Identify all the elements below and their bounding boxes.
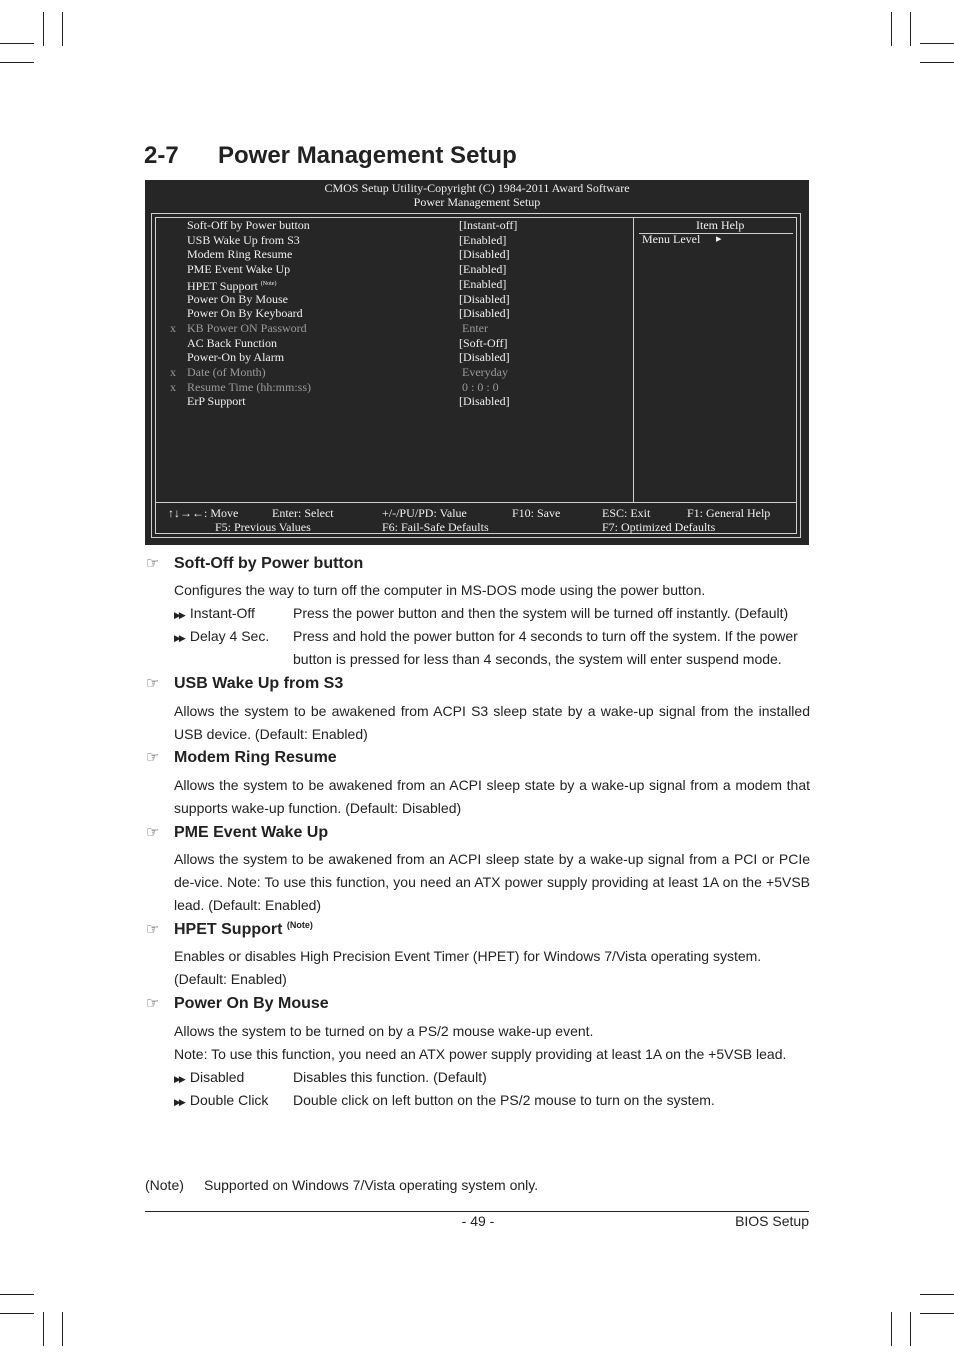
key-optimized-defaults: F7: Optimized Defaults (602, 520, 716, 534)
bios-item-label: Resume Time (hh:mm:ss) (187, 380, 312, 394)
pointing-hand-icon: ☞ (146, 555, 160, 572)
bios-item-value[interactable]: [Disabled] (459, 247, 510, 261)
bios-item-label: Date (of Month) (187, 365, 266, 379)
bios-item-label: PME Event Wake Up (187, 262, 291, 276)
menu-level-arrow-icon: ▸ (716, 233, 722, 245)
item-help-title: Item Help (696, 218, 745, 232)
option-name: ▶▶ Double Click (174, 1092, 269, 1108)
note-marker: (Note) (260, 281, 277, 287)
crop-mark (891, 1312, 892, 1346)
pointing-hand-icon: ☞ (146, 921, 160, 938)
bios-header-copyright: CMOS Setup Utility-Copyright (C) 1984-2011 Award Software (324, 181, 630, 195)
crop-mark (920, 43, 954, 44)
section-title-text: Power Management Setup (218, 142, 517, 169)
bios-inner-frame (155, 217, 797, 534)
option-description: Press and hold the power button for 4 seconds to turn off the system. If the power button is pressed for less than 4 seconds, the system will enter suspend mode. (293, 628, 798, 667)
item-heading-power-on-mouse: ☞ Power On By Mouse (146, 995, 329, 1012)
disabled-mark: x (170, 321, 176, 335)
section-number: 2-7 (144, 142, 179, 169)
item-heading-hpet: ☞ HPET Support $^{(Note)}$ (146, 920, 313, 938)
footnote (145, 1177, 538, 1193)
bios-divider (633, 218, 634, 502)
crop-mark (0, 43, 34, 44)
key-move: ↑↓→←: Move (168, 506, 239, 520)
pointing-hand-icon: ☞ (146, 749, 160, 766)
double-arrow-icon: ▶▶ (174, 633, 184, 643)
item-heading-modem-ring: ☞ Modem Ring Resume (146, 749, 337, 766)
item-description: Enables or disables High Precision Event Timer (HPET) for Windows 7/Vista operating system. (Default: Enabled) (174, 948, 762, 987)
crop-mark (62, 12, 63, 46)
bios-item-value[interactable]: [Enabled] (459, 277, 507, 291)
pointing-hand-icon: ☞ (146, 995, 160, 1012)
key-save: F10: Save (512, 506, 561, 520)
crop-mark (43, 12, 44, 46)
page-title (144, 142, 517, 170)
bios-item-label: KB Power ON Password (187, 321, 307, 335)
key-previous-values: F5: Previous Values (215, 520, 311, 534)
crop-mark (0, 1313, 34, 1314)
bios-header-title: Power Management Setup (413, 195, 541, 209)
bios-item-value: 0 : 0 : 0 (462, 380, 499, 394)
crop-mark (891, 12, 892, 46)
option-description: Double click on left button on the PS/2 mouse to turn on the system. (293, 1092, 715, 1108)
key-select: Enter: Select (272, 506, 334, 520)
bios-divider (156, 502, 796, 503)
bios-item-label: AC Back Function (187, 336, 277, 350)
option-name: ▶▶ Disabled (174, 1069, 245, 1085)
key-failsafe-defaults: F6: Fail-Safe Defaults (382, 520, 489, 534)
double-arrow-icon: ▶▶ (174, 610, 184, 620)
crop-mark (920, 1313, 954, 1314)
crop-mark (62, 1312, 63, 1346)
option-name: ▶▶ Delay 4 Sec. (174, 628, 270, 644)
chapter-name: BIOS Setup (735, 1213, 809, 1229)
double-arrow-icon: ▶▶ (174, 1074, 184, 1084)
disabled-mark: x (170, 380, 176, 394)
item-description: Allows the system to be awakened from an ACPI sleep state by a wake-up signal from a PCI or PCIe de-vice. Note: To use this function, you need an ATX power supply providing at least 1A on the +5VSB lead. (Default: Enabled) (174, 851, 810, 913)
bios-item-label: ErP Support (187, 394, 246, 408)
option-description: Disables this function. (Default) (293, 1069, 487, 1085)
item-description: Allows the system to be awakened from an ACPI sleep state by a wake-up signal from a modem that supports wake-up function. (Default: Disabled) (174, 777, 810, 816)
pointing-hand-icon: ☞ (146, 824, 160, 841)
item-description: Allows the system to be turned on by a PS/2 mouse wake-up event. Note: To use this function, you need an ATX power supply providing at least 1A on the +5VSB lead. (174, 1023, 787, 1062)
bios-item-label: Power On By Keyboard (187, 306, 303, 320)
crop-mark (0, 62, 34, 63)
double-arrow-icon: ▶▶ (174, 1097, 184, 1107)
bios-item-label: Power-On by Alarm (187, 350, 285, 364)
bios-frame (151, 213, 801, 538)
bios-item-label: USB Wake Up from S3 (187, 233, 300, 247)
note-marker: (Note) (286, 920, 313, 930)
key-value: +/-/PU/PD: Value (382, 506, 467, 520)
crop-mark (920, 1294, 954, 1295)
item-description: Allows the system to be awakened from ACPI S3 sleep state by a wake-up signal from the installed USB device. (Default: Enabled) (174, 703, 810, 742)
bios-item-value[interactable]: [Enabled] (459, 233, 507, 247)
crop-mark (910, 12, 911, 46)
bios-item-value: Everyday (462, 365, 508, 379)
option-description: Press the power button and then the system will be turned off instantly. (Default) (293, 605, 789, 621)
crop-mark (910, 1312, 911, 1346)
footer-rule (145, 1211, 809, 1212)
option-name: ▶▶ Instant-Off (174, 605, 255, 621)
crop-mark (43, 1312, 44, 1346)
item-heading-soft-off: ☞ Soft-Off by Power button (146, 555, 364, 572)
item-heading-usb-wake: ☞ USB Wake Up from S3 (146, 675, 344, 692)
bios-screen (145, 180, 809, 545)
bios-item-label: Power On By Mouse (187, 292, 288, 306)
footnote-text: Supported on Windows 7/Vista operating system only. (204, 1177, 539, 1193)
footnote-label: (Note) (145, 1177, 184, 1193)
disabled-mark: x (170, 365, 176, 379)
bios-item-value: Enter (462, 321, 488, 335)
bios-item-value[interactable]: [Disabled] (459, 292, 510, 306)
key-help: F1: General Help (687, 506, 771, 520)
menu-level-label: Menu Level (642, 232, 701, 246)
page-number: - 49 - (461, 1213, 495, 1229)
bios-item-value[interactable]: [Disabled] (459, 350, 510, 364)
bios-item-value[interactable]: [Disabled] (459, 306, 510, 320)
bios-item-value[interactable]: [Disabled] (459, 394, 510, 408)
bios-item-value[interactable]: [Enabled] (459, 262, 507, 276)
item-description: Configures the way to turn off the computer in MS-DOS mode using the power button. (174, 582, 706, 598)
pointing-hand-icon: ☞ (146, 675, 160, 692)
crop-mark (0, 1294, 34, 1295)
bios-item-value[interactable]: [Soft-Off] (459, 336, 508, 350)
crop-mark (920, 62, 954, 63)
bios-item-label: Modem Ring Resume (187, 247, 293, 261)
item-heading-pme-event: ☞ PME Event Wake Up (146, 824, 329, 841)
key-exit: ESC: Exit (602, 506, 651, 520)
bios-item-label: Soft-Off by Power button (187, 218, 310, 232)
bios-item-value[interactable]: [Instant-off] (459, 218, 518, 232)
bios-item-label: HPET Support $^{(Note)}$ (187, 279, 277, 293)
